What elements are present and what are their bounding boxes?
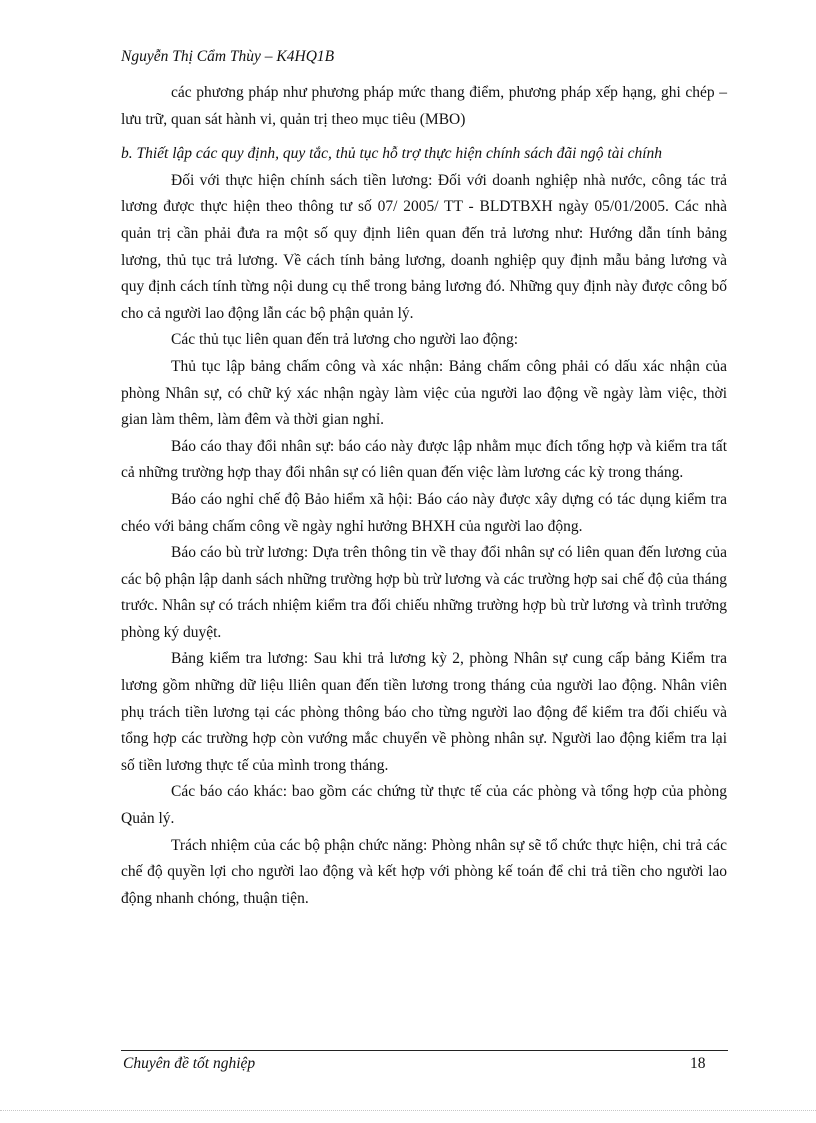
- page-edge-divider: [0, 1110, 816, 1111]
- paragraph-procedures-intro: Các thủ tục liên quan đến trả lương cho người lao động:: [171, 331, 518, 349]
- paragraph-timesheet: Thủ tục lập bảng chấm công và xác nhận: Bảng chấm công phải có dấu xác nhận của phòng Nhân sự, có chữ ký xác nhận ngày làm việc của người lao động về ngày làm việc, thời gian làm thêm, làm đêm và thời gian nghỉ.: [121, 357, 727, 429]
- paragraph-department-responsibility: Trách nhiệm của các bộ phận chức năng: Phòng nhân sự sẽ tổ chức thực hiện, chi trả các chế độ quyền lợi cho người lao động và kết hợp với phòng kế toán để chi trả tiền cho người lao động nhanh chóng, thuận tiện.: [121, 836, 727, 907]
- paragraph-hr-change-report: Báo cáo thay đổi nhân sự: báo cáo này được lập nhằm mục đích tổng hợp và kiểm tra tất cả những trường hợp thay đổi nhân sự có liên quan đến việc làm lương các kỳ trong tháng.: [121, 437, 727, 482]
- page-header-author: Nguyễn Thị Cẩm Thùy – K4HQ1B: [121, 48, 335, 65]
- paragraph-offset-report: Báo cáo bù trừ lương: Dựa trên thông tin về thay đổi nhân sự có liên quan đến lương của các bộ phận lập danh sách những trường hợp bù trừ lương và các trường hợp sai chế độ của tháng trước. Nhân sự có trách nhiệm kiểm tra đối chiếu những trường hợp bù trừ lương và trình trưởng phòng ký duyệt.: [121, 544, 727, 641]
- footer-divider: [121, 1050, 728, 1051]
- footer-title: Chuyên đề tốt nghiệp: [123, 1055, 256, 1072]
- paragraph-salary-policy: Đối với thực hiện chính sách tiền lương: Đối với doanh nghiệp nhà nước, công tác trả lương được thực hiện theo thông tư số 07/ 2005/ TT - BLDTBXH ngày 05/01/2005. Các nhà quản trị cần phải đưa ra một số quy định liên quan đến trả lương như: Hướng dẫn tính bảng lương, thủ tục trả lương. Về cách tính bảng lương, doanh nghiệp quy định mẫu bảng lương và quy định cách tính từng nội dung cụ thể trong bảng lương đó. Những quy định này được công bố cho cả người lao động lẫn các bộ phận quản lý.: [121, 171, 727, 322]
- paragraph-continuation: các phương pháp như phương pháp mức thang điểm, phương pháp xếp hạng, ghi chép – lưu trữ, quan sát hành vi, quản trị theo mục tiêu (MBO): [121, 84, 727, 128]
- section-heading-b: b. Thiết lập các quy định, quy tắc, thủ tục hỗ trợ thực hiện chính sách đãi ngộ tài chính: [121, 145, 663, 163]
- page-number: 18: [690, 1055, 706, 1072]
- paragraph-other-reports: Các báo cáo khác: bao gồm các chứng từ thực tế của các phòng và tổng hợp của phòng Quản lý.: [121, 783, 727, 828]
- paragraph-social-insurance-report: Báo cáo nghỉ chế độ Bảo hiểm xã hội: Báo cáo này được xây dựng có tác dụng kiểm tra chéo với bảng chấm công về ngày nghỉ hưởng BHXH của người lao động.: [121, 490, 727, 535]
- document-body: [121, 80, 727, 912]
- paragraph-salary-check-table: Bảng kiểm tra lương: Sau khi trả lương kỳ 2, phòng Nhân sự cung cấp bảng Kiểm tra lương gồm những dữ liệu lliên quan đến tiền lương trong tháng của người lao động. Nhân viên phụ trách tiền lương tại các phòng thông báo cho từng người lao động để kiểm tra đối chiếu và tổng hợp các trường hợp còn vướng mắc chuyển về phòng nhân sự. Người lao động kiểm tra lại số tiền lương thực tế của mình trong tháng.: [121, 650, 727, 774]
